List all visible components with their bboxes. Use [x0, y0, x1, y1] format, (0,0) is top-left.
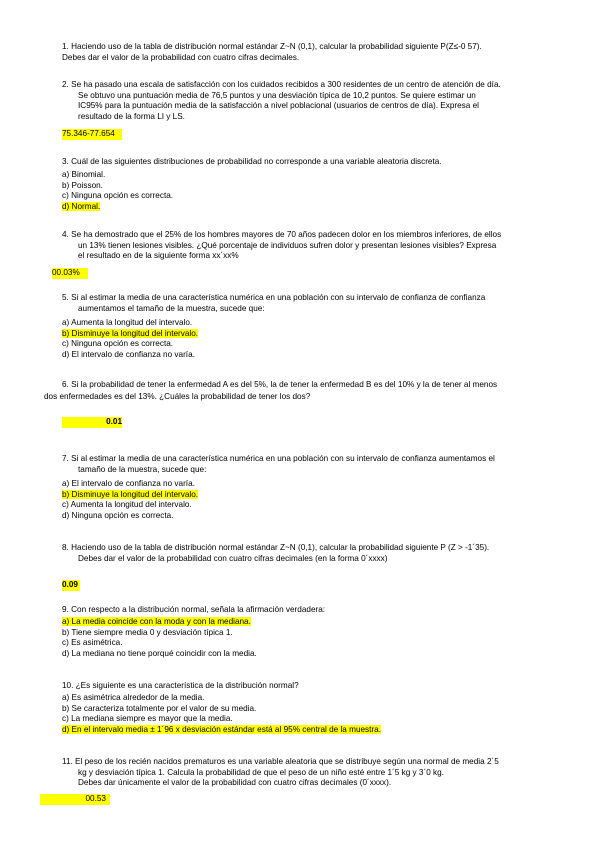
- question-8: [62, 543, 489, 564]
- question-text-line: kg y desviación típica 1. Calcula la probabilidad de que el peso de un niño esté entre 1´5 kg y 3´0 kg.: [78, 767, 444, 777]
- answer-highlight: 0.09: [62, 580, 80, 591]
- option-c[interactable]: c) Es asimétrica.: [62, 638, 123, 648]
- question-text-line: tamaño de la muestra, sucede que:: [78, 464, 207, 474]
- answer-highlight: 00.53: [40, 794, 110, 805]
- question-11: [62, 757, 499, 789]
- question-text-line: Debes dar el valor de la probabilidad con cuatro cifras decimales.: [62, 52, 300, 62]
- option-b-correct[interactable]: b) Disminuye la longitud del intervalo.: [62, 328, 199, 338]
- option-c[interactable]: c) La mediana siempre es mayor que la media.: [62, 714, 233, 724]
- options-7: [62, 479, 198, 522]
- answer-highlight: 75.346-77.654: [62, 129, 122, 140]
- option-b[interactable]: b) Tiene siempre media 0 y desviación típica 1.: [62, 627, 233, 637]
- question-text-line: 3. Cuál de las siguientes distribuciones de probabilidad no corresponde a una variable aleatoria discreta.: [62, 157, 442, 166]
- question-6-cont: [44, 392, 310, 403]
- option-d[interactable]: d) Ninguna opción es correcta.: [62, 510, 174, 520]
- question-text-line: el resultado en de la siguiente forma xx´xx%: [78, 251, 239, 261]
- question-text-line: 9. Con respecto a la distribución normal, señala la afirmación verdadera:: [62, 605, 326, 614]
- option-b[interactable]: b) Se caracteriza totalmente por el valor de su media.: [62, 703, 257, 713]
- option-a-correct[interactable]: a) La media coincide con la moda y con la mediana.: [62, 617, 251, 626]
- option-b[interactable]: b) Poisson.: [62, 180, 103, 190]
- option-d[interactable]: d) El intervalo de confianza no varía.: [62, 349, 195, 359]
- options-9: [62, 617, 257, 660]
- question-text-line: 8. Haciendo uso de la tabla de distribución normal estándar Z~N (0,1), calcular la probabilidad siguiente P (Z > -1´35).: [62, 543, 490, 552]
- question-10: [62, 681, 299, 692]
- question-text-line: 2. Se ha pasado una escala de satisfacción con los cuidados recibidos a 300 residentes de un centro de atención de día.: [62, 80, 501, 89]
- options-5: [62, 318, 198, 361]
- option-d-correct[interactable]: d) En el intervalo media ± 1´96 x desviación estándar está al 95% central de la muestra.: [62, 724, 381, 734]
- question-text-line: resultado de la forma LI y LS.: [78, 111, 185, 121]
- question-text-line: un 13% tienen lesiones visibles. ¿Qué porcentaje de individuos sufren dolor y presentan lesiones visibles? Expresa: [78, 240, 497, 250]
- question-1: [62, 42, 482, 63]
- question-text-line: 1. Haciendo uso de la tabla de distribución normal estándar Z~N (0,1), calcular la probabilidad siguiente P(Z≤-0 57).: [62, 42, 482, 51]
- option-c[interactable]: c) Aumenta la longitud del intervalo.: [62, 500, 192, 510]
- question-text-line: IC95% para la puntuación media de la satisfacción a nivel poblacional (usuarios de centros de día). Expresa el: [78, 101, 479, 111]
- answer-8: [62, 580, 80, 591]
- option-c[interactable]: c) Ninguna opción es correcta.: [62, 191, 174, 201]
- option-a[interactable]: a) Aumenta la longitud del intervalo.: [62, 318, 193, 327]
- question-text-line: Debes dar únicamente el valor de la probabilidad con cuatro cifras decimales (0´xxxx).: [78, 778, 392, 788]
- question-text-line: 6. Si la probabilidad de tener la enfermedad A es del 5%, la de tener la enfermedad B es del 10% y la de tener al menos: [62, 380, 498, 389]
- question-4: [62, 230, 501, 262]
- question-9: [62, 605, 325, 616]
- options-3: [62, 170, 173, 213]
- answer-6: [62, 417, 122, 428]
- question-6: [62, 380, 497, 391]
- question-text-line: 5. Si al estimar la media de una característica numérica en una población con su intervalo de confianza de confianza: [62, 293, 486, 302]
- question-2: [62, 80, 501, 123]
- option-d-correct[interactable]: d) Normal.: [62, 201, 101, 211]
- answer-highlight: 00.03%: [52, 268, 88, 279]
- answer-4: [52, 268, 88, 279]
- option-d[interactable]: d) La mediana no tiene porqué coincidir con la media.: [62, 648, 257, 658]
- question-text-line: 11. El peso de los recién nacidos prematuros es una variable aleatoria que se distribuye según una normal de media 2´5: [62, 757, 499, 766]
- option-c[interactable]: c) Ninguna opción es correcta.: [62, 339, 174, 349]
- question-text-line: Debes dar el valor de la probabilidad con cuatro cifras decimales (en la forma 0´xxxx): [78, 553, 388, 563]
- option-a[interactable]: a) El intervalo de confianza no varía.: [62, 479, 195, 488]
- question-text-line: 7. Si al estimar la media de una característica numérica en una población con su intervalo de confianza aumentamos el: [62, 454, 495, 463]
- option-a[interactable]: a) Es asimétrica alrededor de la media.: [62, 693, 205, 702]
- answer-2: [62, 129, 122, 140]
- question-5: [62, 293, 485, 314]
- question-text-line: 10. ¿Es siguiente es una característica de la distribución normal?: [62, 681, 299, 690]
- answer-highlight: 0.01: [62, 417, 122, 428]
- option-b-correct[interactable]: b) Disminuye la longitud del intervalo.: [62, 489, 199, 499]
- answer-11: [40, 794, 110, 805]
- question-3: [62, 157, 442, 168]
- question-text-line: dos enfermedades es del 13%. ¿Cuáles la probabilidad de tener los dos?: [44, 392, 311, 401]
- option-a[interactable]: a) Binomial.: [62, 170, 106, 179]
- question-7: [62, 454, 495, 475]
- question-text-line: 4. Se ha demostrado que el 25% de los hombres mayores de 70 años padecen dolor en los miembros inferiores, de ellos: [62, 230, 502, 239]
- question-text-line: Se obtuvo una puntuación media de 76,5 puntos y una desviación típica de 10,2 puntos. Se quiere estimar un: [78, 90, 476, 100]
- options-10: [62, 693, 381, 736]
- question-text-line: aumentamos el tamaño de la muestra, sucede que:: [78, 303, 265, 313]
